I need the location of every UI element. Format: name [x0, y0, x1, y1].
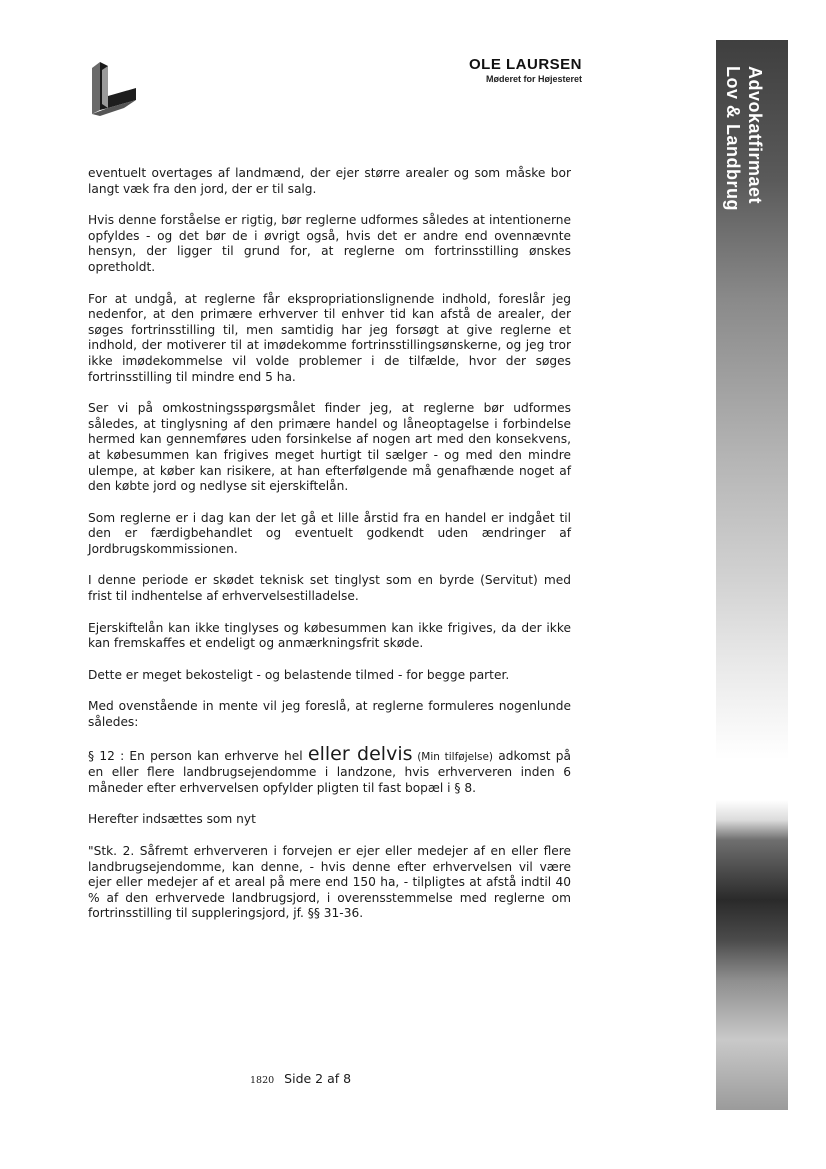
firm-name-line1: Advokatfirmaet [745, 66, 765, 205]
section-12-emphasis: eller delvis [307, 742, 413, 765]
paragraph: I denne periode er skødet teknisk set tinglyst som en byrde (Servitut) med frist til indhentelse af erhvervelsestilladelse. [88, 573, 571, 604]
section-12-paragraph [88, 742, 571, 797]
paragraph: For at undgå, at reglerne får ekspropriationslignende indhold, foreslår jeg nedenfor, at den primære erhverver til enhver tid kan afstå de arealer, der søges fortrinsstilling til, men samtidig har jeg forsøgt at give reglerne et indhold, der motiverer til at imødekomme fortrinsstillingsønskerne, og jeg tror ikke imødekommelse vil volde problemer i de tilfælde, hvor der søges fortrinsstilling til mindre end 5 ha. [88, 291, 571, 384]
paragraph: Med ovenstående in mente vil jeg foreslå, at reglerne formuleres nogenlunde således: [88, 699, 571, 730]
firm-name-line2: Lov & Landbrug [723, 66, 743, 211]
paragraph: Ser vi på omkostningsspørgsmålet finder jeg, at reglerne bør udformes således, at tinglysning af den primære handel og låneoptagelse i forbindelse hermed kan gennemføres uden forsinkelse af nogen art med den konsekvens, at købesummen kan frigives meget hurtigt til sælger - og med den mindre ulempe, at køber kan risikere, at han efterfølgende må genafhænde noget af den købte jord og nedlyse sit ejerskiftelån. [88, 401, 571, 494]
paragraph: "Stk. 2. Såfremt erhververen i forvejen er ejer eller medejer af en eller flere landbrugsejendomme, kan denne, - hvis denne efter erhvervelsen vil være ejer eller medejer af et areal på mere end 150 ha, - tilpligtes at afstå indtil 40 % af den erhvervede landbrugsjord, i overensstemmelse med reglerne om fortrinsstilling til suppleringsjord, jf. §§ 31-36. [88, 844, 571, 921]
lawyer-title: Møderet for Højesteret [485, 74, 582, 84]
page-footer [250, 1071, 351, 1086]
firm-logo-icon [88, 58, 140, 116]
document-code: 1820 [250, 1075, 275, 1086]
section-12-end: adkomst på en eller flere landbrugsejendomme i landzone, hvis erhververen inden 6 måneder efter erhvervelsen opfylder pligten til fast bopæl i § 8. [88, 748, 571, 795]
paragraph: Herefter indsættes som nyt [88, 812, 256, 827]
section-12-start: § 12 : En person kan erhverve hel [88, 748, 308, 763]
firm-sidebar [716, 40, 788, 1110]
lawyer-name: OLE LAURSEN [468, 56, 582, 73]
firm-name-vertical [722, 66, 766, 211]
paragraph: eventuelt overtages af landmænd, der ejer større arealer og som måske bor langt væk fra den jord, der er til salg. [88, 166, 571, 196]
paragraph: Ejerskiftelån kan ikke tinglyses og købesummen kan ikke frigives, da der ikke kan fremskaffes et endeligt og anmærkningsfrit skøde. [88, 620, 571, 651]
letterhead [469, 56, 582, 84]
page-number: Side 2 af 8 [284, 1071, 352, 1086]
section-12-note: (Min tilføjelse) [412, 750, 494, 763]
paragraph: Dette er meget bekosteligt - og belastende tilmed - for begge parter. [88, 667, 510, 682]
letter-body [88, 166, 571, 938]
paragraph: Hvis denne forståelse er rigtig, bør reglerne udformes således at intentionerne opfyldes - og det bør de i øvrigt også, hvis det er andre end ovennævnte hensyn, der ligger til grund for, at reglerne om fortrinsstilling ønskes opretholdt. [88, 213, 571, 274]
paragraph: Som reglerne er i dag kan der let gå et lille årstid fra en handel er indgået til den er færdigbehandlet og eventuelt godkendt uden ændringer af Jordbrugskommissionen. [88, 510, 571, 556]
